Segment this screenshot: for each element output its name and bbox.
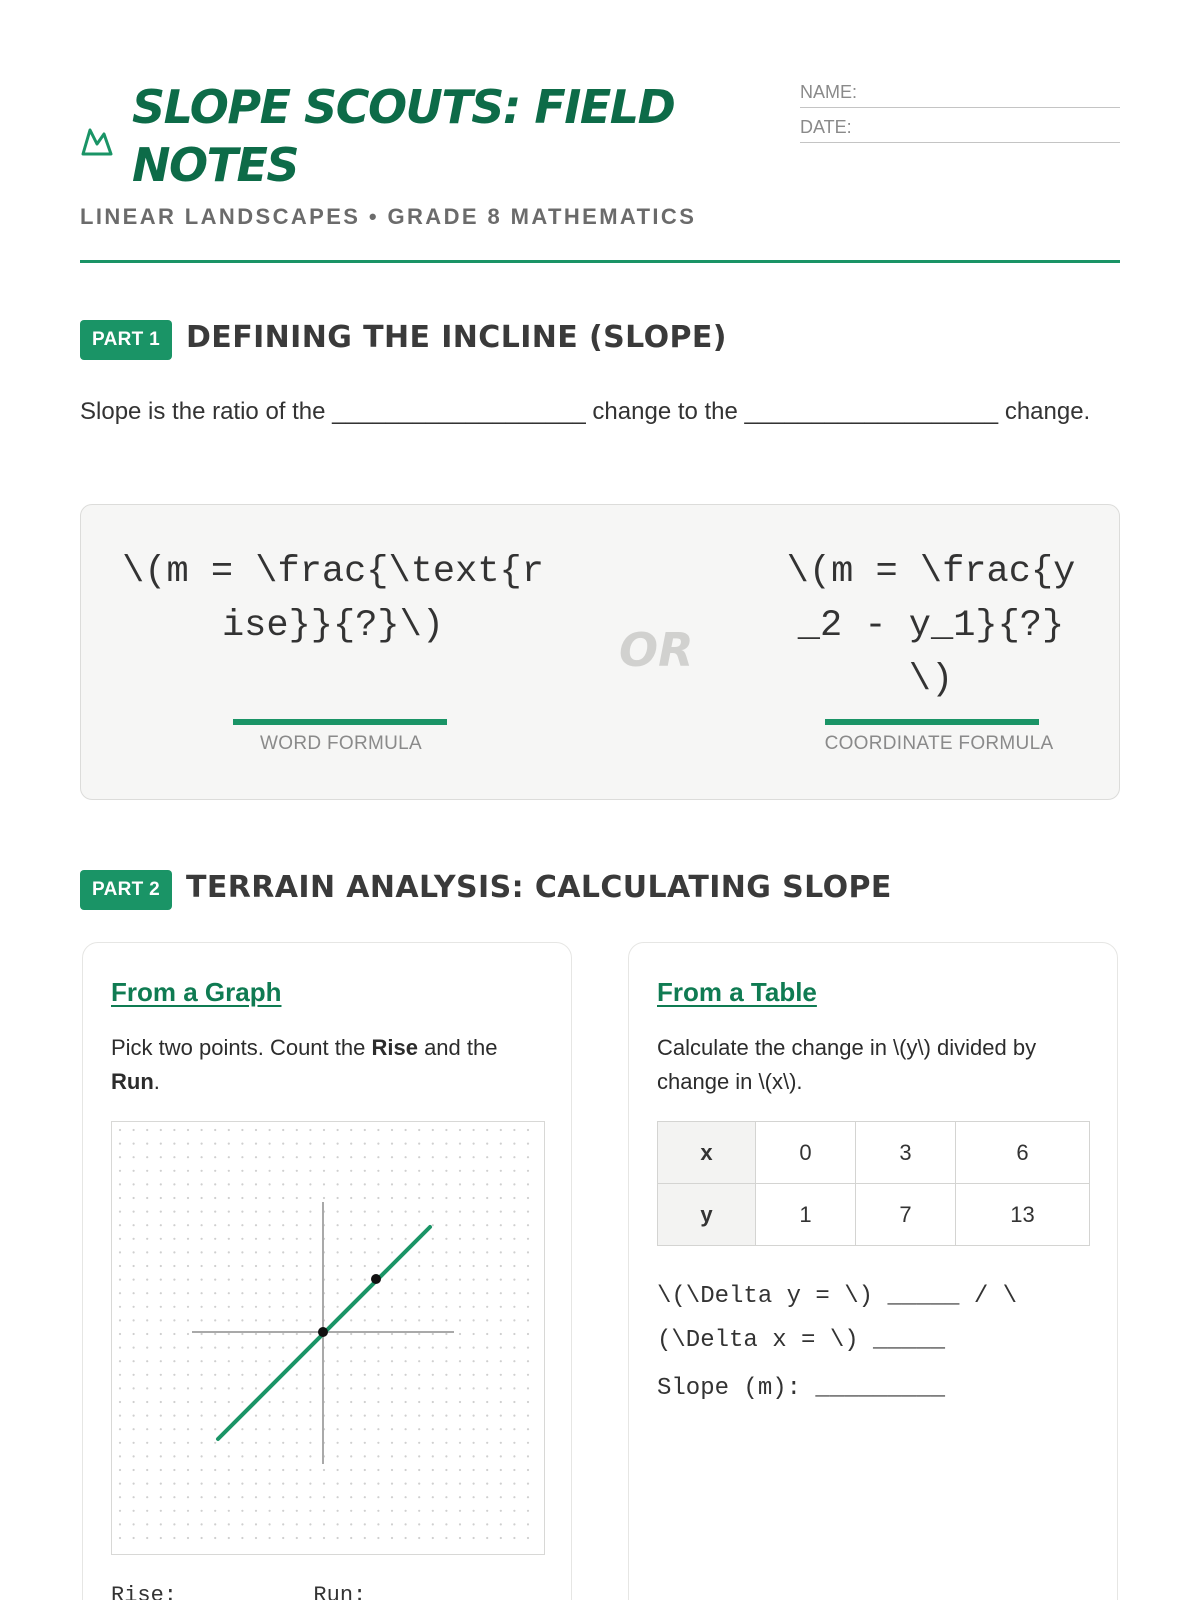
graph-text-middle: and the [417,1035,498,1060]
name-label: NAME: [800,82,858,102]
table-card-heading: From a Table [657,977,817,1007]
coordinate-formula-caption: COORDINATE FORMULA [824,733,1054,754]
date-label: DATE: [800,117,852,137]
table-row [658,1184,1090,1246]
graph-card-instructions [111,1031,551,1099]
slope-definition-prompt[interactable]: Slope is the ratio of the ___________________ change to the ___________________ change. [80,398,1091,425]
x-header: x [658,1122,756,1184]
table-row [658,1122,1090,1184]
x-value: 0 [756,1122,856,1184]
word-formula-underline [233,719,447,725]
run-label: Run: [313,1583,367,1600]
page-title: SLOPE SCOUTS: FIELD NOTES [132,80,675,192]
coordinate-formula: \(m = \frac{y_2 - y_1}{?}\) [786,551,1076,701]
y-value: 1 [756,1184,856,1246]
worksheet-page [80,0,1120,1600]
table-card-instructions: Calculate the change in \(y\) divided by change in \(x\). [657,1035,1037,1094]
part2-badge: PART 2 [80,870,172,910]
graph-card-heading: From a Graph [111,977,282,1007]
slope-answer-prompt[interactable]: Slope (m): _________ [657,1375,946,1402]
mountain-icon [80,124,114,158]
graph-text-before: Pick two points. Count the [111,1035,372,1060]
part1-title: DEFINING THE INCLINE (SLOPE) [186,320,727,355]
formula-box [80,504,1120,800]
rise-label: Rise: [111,1583,178,1600]
word-formula: \(m = \frac{\text{rise}}{?}\) [122,551,544,647]
graph-card [82,942,572,1600]
name-field[interactable] [800,80,1120,108]
delta-prompt[interactable]: \(\Delta y = \) _____ / \(\Delta x = \) _____ [657,1283,1018,1354]
or-separator: OR [619,623,694,677]
y-header: y [658,1184,756,1246]
y-value: 7 [856,1184,956,1246]
rise-run-labels[interactable] [111,1583,366,1600]
y-value: 13 [956,1184,1090,1246]
coordinate-formula-underline [825,719,1039,725]
graph-point [371,1274,381,1284]
part1-badge: PART 1 [80,320,172,360]
x-value: 6 [956,1122,1090,1184]
table-card [628,942,1118,1600]
graph-point [318,1327,328,1337]
x-value: 3 [856,1122,956,1184]
page-subtitle: LINEAR LANDSCAPES • GRADE 8 MATHEMATICS [80,204,697,229]
grid-graph [112,1122,543,1553]
rise-term: Rise [371,1035,418,1060]
xy-table [657,1121,1090,1246]
graph-text-after: . [153,1069,160,1094]
header-divider [80,260,1120,263]
part2-title: TERRAIN ANALYSIS: CALCULATING SLOPE [186,870,892,905]
date-field[interactable] [800,115,1120,143]
coordinate-grid [111,1121,545,1555]
run-term: Run [111,1069,154,1094]
word-formula-caption: WORD FORMULA [260,733,422,754]
